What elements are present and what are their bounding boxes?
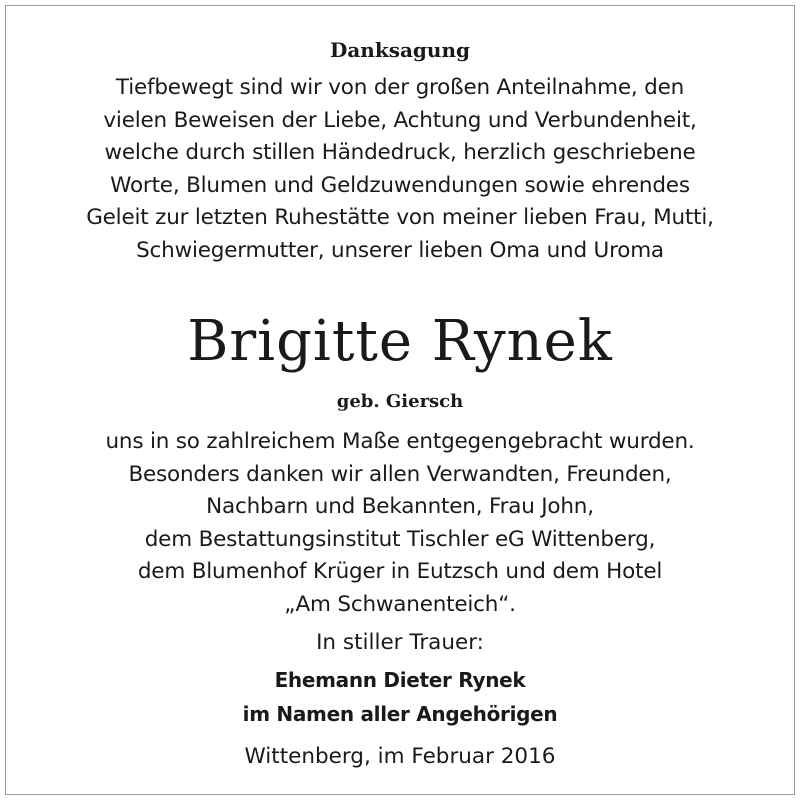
- intro-line: Schwiegermutter, unserer lieben Oma und Uroma: [136, 237, 664, 263]
- thanks-line: Nachbarn und Bekannten, Frau John,: [206, 494, 594, 519]
- notice-heading: Danksagung: [330, 38, 470, 62]
- intro-line: vielen Beweisen der Liebe, Achtung und Verbundenheit,: [103, 107, 697, 133]
- intro-line: Worte, Blumen und Geldzuwendungen sowie ehrendes: [110, 172, 690, 198]
- deceased-name: Brigitte Rynek: [187, 309, 613, 374]
- thanks-line: dem Bestattungsinstitut Tischler eG Wittenberg,: [144, 526, 656, 552]
- signer-family-note: im Namen aller Angehörigen: [242, 702, 558, 726]
- intro-line: Tiefbewegt sind wir von der großen Anteilnahme, den: [115, 75, 685, 100]
- thanks-line: Besonders danken wir allen Verwandten, Freunden,: [128, 461, 672, 487]
- death-notice-card: [5, 5, 795, 795]
- thanks-line: „Am Schwanenteich“.: [284, 591, 516, 617]
- maiden-name: geb. Giersch: [336, 391, 464, 412]
- mourning-label: In stiller Trauer:: [316, 630, 484, 655]
- intro-line: Geleit zur letzten Ruhestätte von meiner lieben Frau, Mutti,: [86, 205, 714, 230]
- place-date: Wittenberg, im Februar 2016: [244, 744, 556, 769]
- signer-name: Ehemann Dieter Rynek: [274, 668, 526, 692]
- intro-line: welche durch stillen Händedruck, herzlich geschriebene: [104, 140, 696, 165]
- intro-paragraph: [6, 72, 794, 267]
- thanks-line: uns in so zahlreichem Maße entgegengebracht wurden.: [105, 429, 695, 454]
- thanks-paragraph: [6, 426, 794, 621]
- thanks-line: dem Blumenhof Krüger in Eutzsch und dem Hotel: [137, 559, 663, 584]
